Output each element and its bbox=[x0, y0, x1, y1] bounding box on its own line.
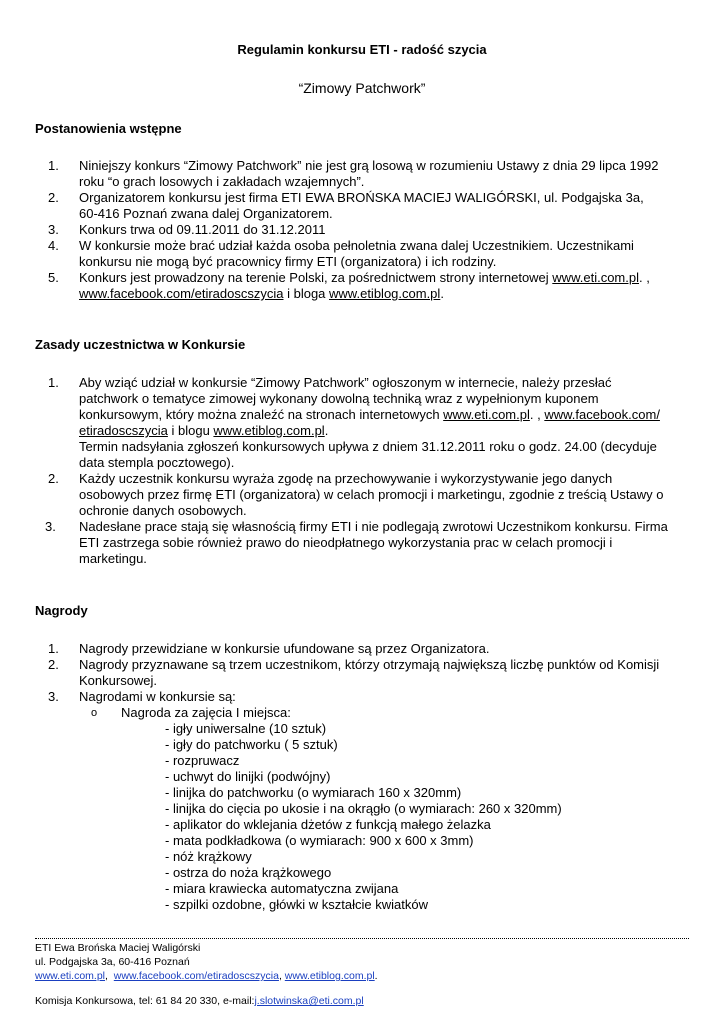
list-item-text: Nagrody przyznawane są trzem uczestnikom, którzy otrzymają największą liczbę punktów od Komisji bbox=[79, 657, 660, 672]
list-item-text bbox=[79, 286, 444, 302]
list-number: 2. bbox=[48, 190, 59, 205]
list-item-text bbox=[79, 270, 650, 286]
list-item-text: Organizatorem konkursu jest firma ETI EWA BROŃSKA MACIEJ WALIGÓRSKI, ul. Podgajska 3a, bbox=[79, 190, 644, 205]
document-subtitle: “Zimowy Patchwork” bbox=[298, 80, 426, 96]
text-segment: i bloga bbox=[283, 286, 330, 301]
list-item-text: Aby wziąć udział w konkursie “Zimowy Patchwork” ogłoszonym w internecie, należy przesłać bbox=[79, 375, 612, 390]
prize-list-item: - igły uniwersalne (10 sztuk) bbox=[165, 721, 327, 736]
text-segment: . bbox=[440, 286, 444, 301]
footer-address: ul. Podgajska 3a, 60-416 Poznań bbox=[35, 956, 190, 968]
list-item-text: Konkurs trwa od 09.11.2011 do 31.12.2011 bbox=[79, 222, 326, 237]
text-segment: , bbox=[105, 970, 114, 982]
text-segment: . bbox=[324, 423, 329, 438]
list-item-text: Nadesłane prace stają się własnością firmy ETI i nie podlegają zwrotowi Uczestnikom konkursu. Firma bbox=[79, 519, 668, 534]
list-number: 3. bbox=[45, 519, 56, 534]
list-item-text: ochronie danych osobowych. bbox=[79, 503, 247, 518]
list-item-text: osobowych przez firmę ETI (organizatora) w celach promocji i marketingu, zgodnie z treścią Ustawy o bbox=[79, 487, 664, 502]
footer-email-link[interactable]: j.slotwinska@eti.com.pl bbox=[254, 995, 364, 1007]
prize-list-item: - aplikator do wklejania dżetów z funkcją małego żelazka bbox=[165, 817, 491, 832]
list-number: 4. bbox=[48, 238, 59, 253]
footer-company: ETI Ewa Brońska Maciej Waligórski bbox=[35, 942, 201, 954]
prize-list-item: - miara krawiecka automatyczna zwijana bbox=[165, 881, 399, 896]
facebook-link-continued[interactable]: etiradoscszycia bbox=[79, 423, 168, 438]
list-item-text: konkursu nie mogą być pracownicy firmy ETI (organizatora) i ich rodziny. bbox=[79, 254, 497, 269]
prize-list-item: - ostrza do noża krążkowego bbox=[165, 865, 332, 880]
list-item-text bbox=[79, 407, 660, 423]
text-segment: konkursowym, który można znaleźć na stronach internetowych bbox=[79, 407, 444, 422]
list-number: 3. bbox=[48, 689, 59, 704]
list-item-text: patchwork o tematyce zimowej wykonany dowolną techniką wraz z wypełnionym kuponem bbox=[79, 391, 599, 406]
list-item-text: Niniejszy konkurs “Zimowy Patchwork” nie jest grą losową w rozumieniu Ustawy z dnia 29 lipca 1992 bbox=[79, 158, 659, 173]
footer-contact bbox=[35, 994, 364, 1008]
footer-links bbox=[35, 969, 378, 983]
blog-link[interactable]: www.etiblog.com.pl bbox=[329, 286, 441, 301]
bullet-icon: o bbox=[91, 707, 98, 719]
list-number: 3. bbox=[48, 222, 59, 237]
list-number: 2. bbox=[48, 471, 59, 486]
list-item-text: Każdy uczestnik konkursu wyraża zgodę na przechowywanie i wykorzystywanie jego danych bbox=[79, 471, 613, 486]
section-heading-intro: Postanowienia wstępne bbox=[35, 121, 182, 136]
list-item-text: roku “o grach losowych i zakładach wzajemnych”. bbox=[79, 174, 365, 189]
eti-website-link[interactable]: www.eti.com.pl bbox=[443, 407, 530, 422]
section-heading-prizes: Nagrody bbox=[35, 603, 88, 618]
list-item-text: ETI zastrzega sobie również prawo do nieodpłatnego wykorzystania prac w celach promocji i bbox=[79, 535, 613, 550]
list-item-text bbox=[79, 423, 328, 439]
facebook-link[interactable]: www.facebook.com/etiradoscszycia bbox=[79, 286, 284, 301]
list-item-text: marketingu. bbox=[79, 551, 147, 566]
document-title: Regulamin konkursu ETI - radość szycia bbox=[237, 42, 487, 57]
list-number: 1. bbox=[48, 641, 59, 656]
eti-website-link[interactable]: www.eti.com.pl bbox=[552, 270, 639, 285]
facebook-link[interactable]: www.facebook.com/ bbox=[544, 407, 660, 422]
prize-list-item: - linijka do cięcia po ukosie i na okrągło (o wymiarach: 260 x 320mm) bbox=[165, 801, 562, 816]
prize-list-item: - mata podkładkowa (o wymiarach: 900 x 600 x 3mm) bbox=[165, 833, 474, 848]
prize-list-item: - rozpruwacz bbox=[165, 753, 240, 768]
text-segment: . , bbox=[529, 407, 545, 422]
text-segment: , bbox=[278, 970, 285, 982]
list-item-text: Nagrody przewidziane w konkursie ufundowane są przez Organizatora. bbox=[79, 641, 490, 656]
blog-link[interactable]: www.etiblog.com.pl bbox=[213, 423, 325, 438]
text-segment: i blogu bbox=[167, 423, 214, 438]
section-heading-rules: Zasady uczestnictwa w Konkursie bbox=[35, 337, 246, 352]
list-number: 1. bbox=[48, 158, 59, 173]
list-number: 5. bbox=[48, 270, 59, 285]
prize-list-item: - szpilki ozdobne, główki w kształcie kwiatków bbox=[165, 897, 428, 912]
text-segment: . , bbox=[639, 270, 650, 285]
list-number: 2. bbox=[48, 657, 59, 672]
footer-facebook-link[interactable]: www.facebook.com/etiradoscszycia bbox=[113, 970, 279, 982]
list-item-text: W konkursie może brać udział każda osoba pełnoletnia zwana dalej Uczestnikiem. Uczestnikami bbox=[79, 238, 634, 253]
prize-list-item: - igły do patchworku ( 5 sztuk) bbox=[165, 737, 338, 752]
prize-list-item: - uchwyt do linijki (podwójny) bbox=[165, 769, 331, 784]
list-item-text: 60-416 Poznań zwana dalej Organizatorem. bbox=[79, 206, 333, 221]
prize-place-label: Nagroda za zajęcia I miejsca: bbox=[121, 705, 291, 720]
text-segment: Konkurs jest prowadzony na terenie Polski, za pośrednictwem strony internetowej bbox=[79, 270, 553, 285]
prize-list-item: - nóż krążkowy bbox=[165, 849, 252, 864]
list-item-text: Termin nadsyłania zgłoszeń konkursowych upływa z dniem 31.12.2011 roku o godz. 24.00 (decyduje bbox=[79, 439, 657, 454]
prize-list-item: - linijka do patchworku (o wymiarach 160 x 320mm) bbox=[165, 785, 462, 800]
footer-eti-link[interactable]: www.eti.com.pl bbox=[35, 970, 106, 982]
list-item-text: Nagrodami w konkursie są: bbox=[79, 689, 236, 704]
footer-blog-link[interactable]: www.etiblog.com.pl bbox=[284, 970, 375, 982]
list-item-text: Konkursowej. bbox=[79, 673, 158, 688]
list-item-text: data stempla pocztowego). bbox=[79, 455, 235, 470]
list-number: 1. bbox=[48, 375, 59, 390]
footer-contact-text: Komisja Konkursowa, tel: 61 84 20 330, e-mail: bbox=[35, 995, 255, 1007]
footer-divider bbox=[35, 938, 689, 939]
text-segment: . bbox=[374, 970, 378, 982]
